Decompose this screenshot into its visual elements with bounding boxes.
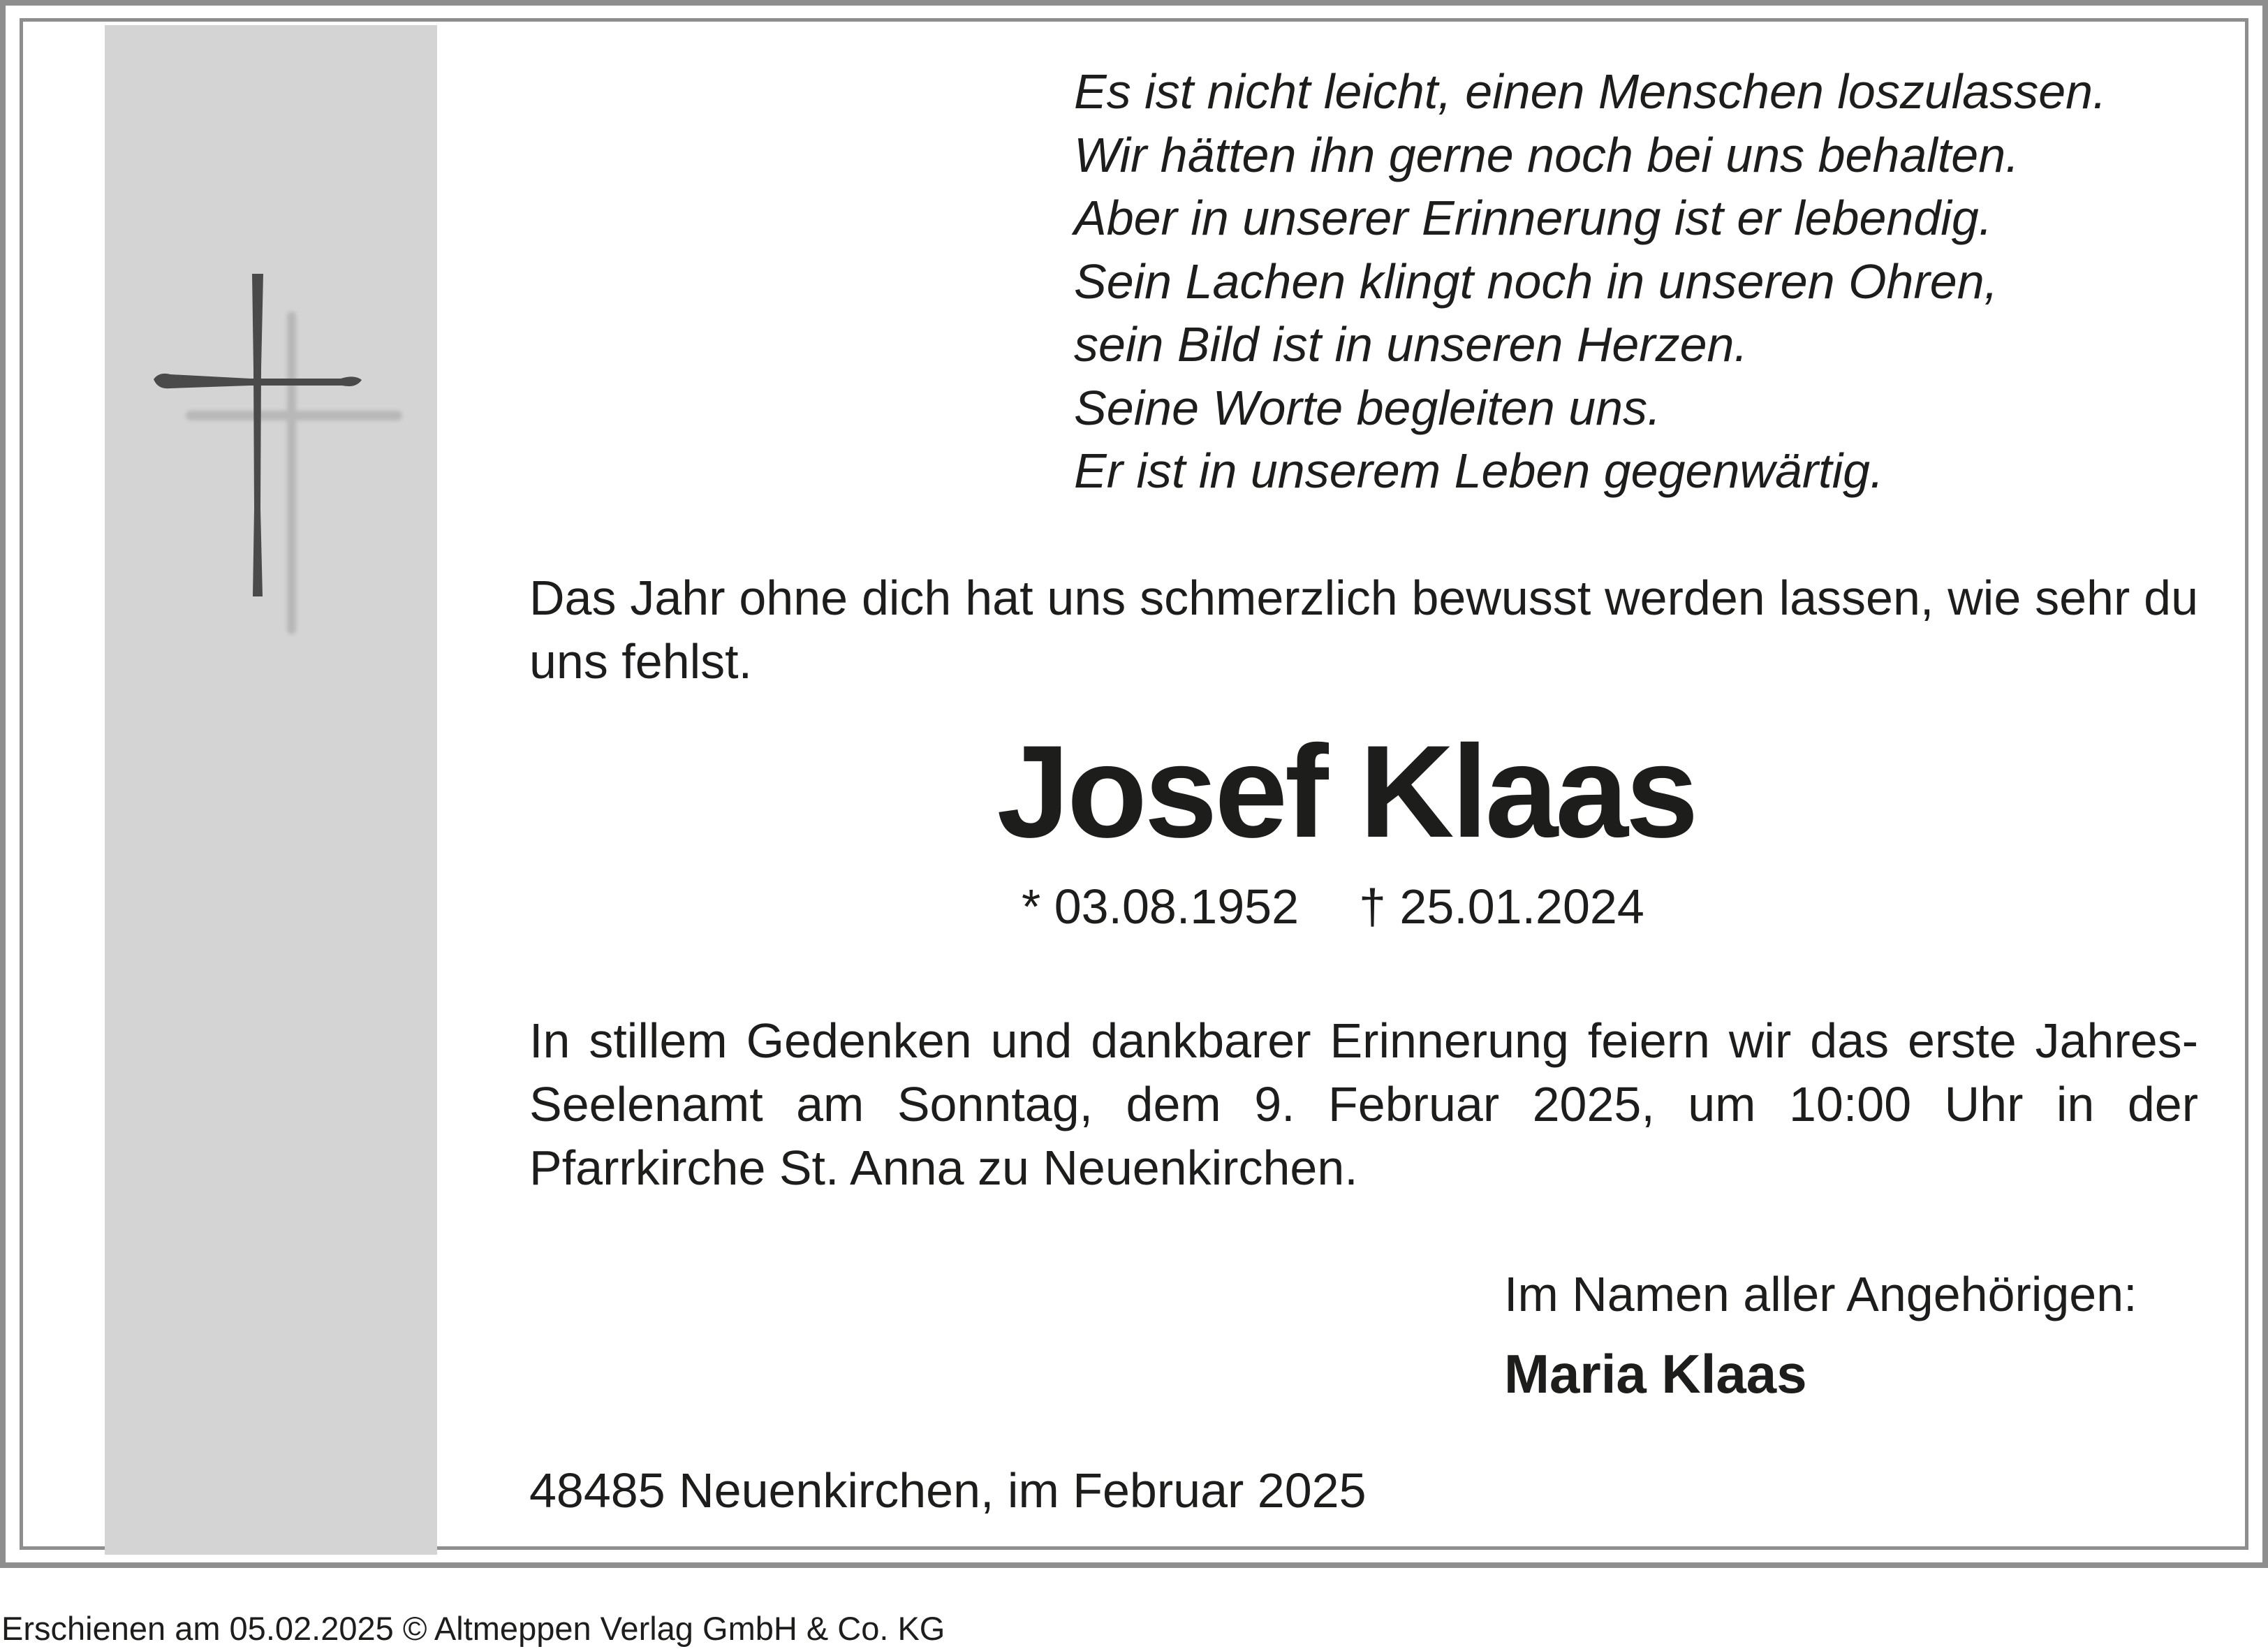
- signer-name: Maria Klaas: [1504, 1343, 1807, 1405]
- memorial-text: In stillem Gedenken und dankbarer Erinnerung feiern wir das erste Jahres-Seelenamt am Sonntag, dem 9. Februar 2025, um 10:00 Uhr in der Pfarrkirche St. Anna zu Neuenkirchen.: [529, 1013, 2198, 1195]
- poem-line: Seine Worte begleiten uns.: [1074, 380, 1661, 435]
- place-date: 48485 Neuenkirchen, im Februar 2025: [529, 1463, 1367, 1518]
- poem-line: Es ist nicht leicht, einen Menschen loszulassen.: [1074, 64, 2107, 119]
- death-date: † 25.01.2024: [1359, 879, 1644, 934]
- cross-shadow: [186, 312, 402, 634]
- signoff-label: Im Namen aller Angehörigen:: [1504, 1267, 2137, 1321]
- deceased-name: Josef Klaas: [996, 718, 1696, 865]
- cross-shape: [154, 274, 362, 596]
- poem-line: sein Bild ist in unseren Herzen.: [1074, 317, 1748, 372]
- side-band: [105, 25, 437, 1555]
- cross-icon: [145, 264, 425, 648]
- poem-line: Wir hätten ihn gerne noch bei uns behalten.: [1074, 127, 2019, 182]
- intro-text: Das Jahr ohne dich hat uns schmerzlich bewusst werden lassen, wie sehr du uns fehlst.: [529, 571, 2198, 689]
- poem: [1074, 60, 2219, 503]
- birth-date: * 03.08.1952: [1022, 879, 1299, 934]
- poem-line: Sein Lachen klingt noch in unseren Ohren,: [1074, 254, 1998, 309]
- publication-note: Erschienen am 05.02.2025 © Altmeppen Verlag GmbH & Co. KG: [1, 1610, 945, 1647]
- life-dates: [1022, 877, 1644, 937]
- poem-line: Aber in unserer Erinnerung ist er lebendig.: [1074, 191, 1993, 245]
- poem-line: Er ist in unserem Leben gegenwärtig.: [1074, 444, 1884, 498]
